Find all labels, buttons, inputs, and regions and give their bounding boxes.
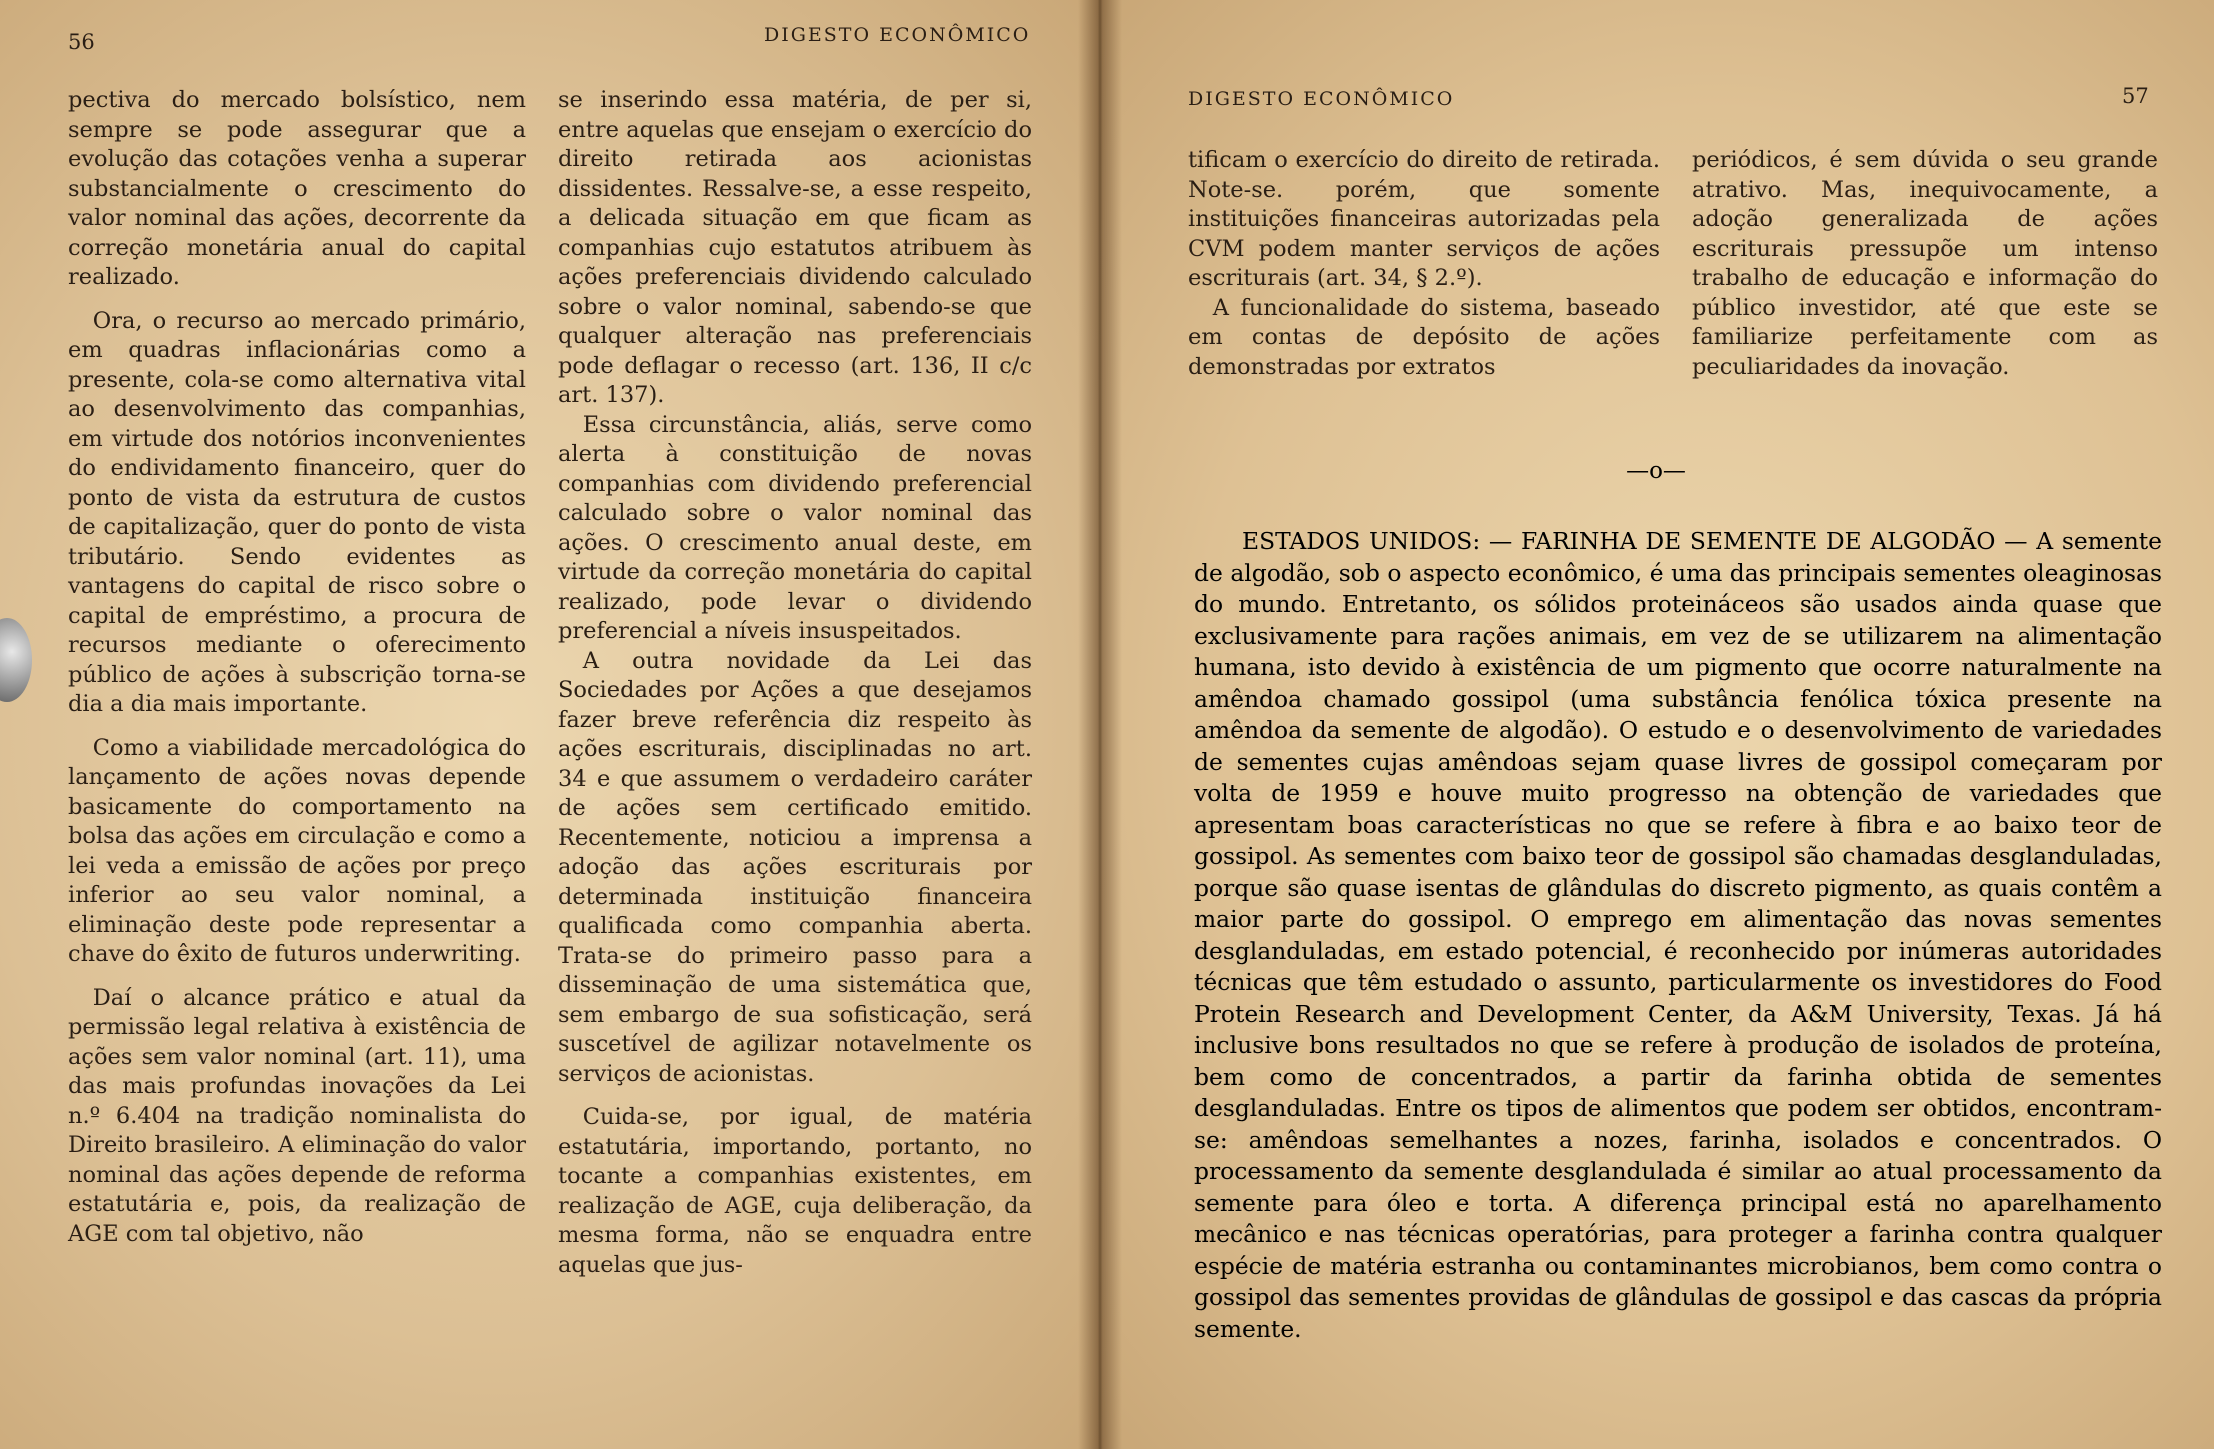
paragraph: tificam o exercício do direito de retirada. Note-se. porém, que somente instituições financeiras autorizadas pela CVM podem manter serviços de ações escriturais (art. 34, § 2.º). — [1188, 147, 1660, 291]
paragraph: Ora, o recurso ao mercado primário, em quadras inflacionárias como a presente, cola-se como alternativa vital ao desenvolvimento das companhias, em virtude dos notórios inconvenientes do endividamento financeiro, quer do ponto de vista da estrutura de custos de capitalização, quer do ponto de vista tributário. Sendo evidentes as vantagens do capital de risco sobre o capital de empréstimo, a procura de recursos mediante o oferecimento público de ações à subscrição torna-se dia a dia mais importante. — [68, 307, 526, 717]
news-article — [1194, 526, 2162, 1345]
right-column-2 — [1692, 146, 2158, 382]
book-gutter — [1078, 0, 1122, 1449]
section-separator: —o— — [1626, 458, 1686, 484]
page-number-right: 57 — [2122, 84, 2149, 108]
paragraph: Como a viabilidade mercadológica do lançamento de ações novas depende basicamente do comportamento na bolsa das ações em circulação e como a lei veda a emissão de ações por preço inferior ao seu valor nominal, a eliminação deste pode representar a chave do êxito de futuros underwriting. — [68, 734, 526, 967]
paragraph: Daí o alcance prático e atual da permissão legal relativa à existência de ações sem valor nominal (art. 11), uma das mais profundas inovações da Lei n.º 6.404 na tradição nominalista do Direito brasileiro. A eliminação do valor nominal das ações depende de reforma estatutária e, pois, da realização de AGE com tal objetivo, não — [68, 984, 526, 1247]
article-text: A semente de algodão, sob o aspecto econômico, é uma das principais sementes oleaginosas do mundo. Entretanto, os sólidos proteináceos são usados ainda quase que exclusivamente para rações animais, em vez de se utilizarem na alimentação humana, isto devido à existência de um pigmento que ocorre naturalmente na amêndoa chamado gossipol (uma substância fenólica tóxica presente na amêndoa da semente de algodão). O estudo e o desenvolvimento de variedades de sementes cujas amêndoas sejam quase livres de gossipol começaram por volta de 1959 e houve muito progresso na obtenção de variedades que apresentam boas características no que se refere à fibra e ao baixo teor de gossipol. As sementes com baixo teor de gossipol são chamadas desglanduladas, porque são quase isentas de glândulas do discreto pigmento, as quais contêm a maior parte do gossipol. O emprego em alimentação das novas sementes desglanduladas, em estado potencial, é reconhecido por inúmeras autoridades técnicas que têm estudado o assunto, particularmente os investidores do Food Protein Research and Development Center, da A&M University, Texas. Já há inclusive bons resultados no que se refere à produção de isolados de proteína, bem como de concentrados, a partir da farinha obtida de sementes desglanduladas. Entre os tipos de alimentos que podem ser obtidos, encontram-se: amêndoas semelhantes a nozes, farinha, isolados e concentrados. O processamento da semente desglandulada é similar ao atual processamento da semente para óleo e torta. A diferença principal está no aparelhamento mecânico e nas técnicas operatórias, para proteger a farinha contra qualquer espécie de matéria estranha ou contaminantes microbianos, bem como contra o gossipol das sementes providas de glândulas de gossipol e das cascas da própria semente. — [1194, 527, 2163, 1343]
left-page — [0, 0, 1098, 1449]
paragraph: A funcionalidade do sistema, baseado em contas de depósito de ações demonstradas por extratos — [1188, 294, 1660, 380]
left-column-1 — [68, 86, 526, 1249]
paragraph: periódicos, é sem dúvida o seu grande atrativo. Mas, inequivocamente, a adoção generalizada de ações escriturais pressupõe um intenso trabalho de educação e informação do público investidor, até que este se familiarize perfeitamente com as peculiaridades da inovação. — [1692, 147, 2158, 380]
running-head-left: DIGESTO ECONÔMICO — [764, 24, 1031, 46]
running-head-right: DIGESTO ECONÔMICO — [1188, 88, 1455, 110]
paragraph: A outra novidade da Lei das Sociedades por Ações a que desejamos fazer breve referência diz respeito às ações escriturais, disciplinadas no art. 34 e que assumem o verdadeiro caráter de ações sem certificado emitido. Recentemente, noticiou a imprensa a adoção das ações escriturais por determinada instituição financeira qualificada como companhia aberta. Trata-se do primeiro passo para a disseminação de uma sistemática que, sem embargo de sua sofisticação, será suscetível de agilizar notavelmente os serviços de acionistas. — [558, 647, 1032, 1087]
left-column-2 — [558, 86, 1032, 1280]
page-number-left: 56 — [68, 30, 95, 54]
metal-clip — [0, 618, 32, 702]
paragraph: Cuida-se, por igual, de matéria estatutária, importando, portanto, no tocante a companhias existentes, em realização de AGE, cuja deliberação, da mesma forma, não se enquadra entre aquelas que jus- — [558, 1104, 1032, 1278]
paragraph: Essa circunstância, aliás, serve como alerta à constituição de novas companhias com dividendo preferencial calculado sobre o valor nominal das ações. O crescimento anual deste, em virtude da correção monetária do capital realizado, pode levar o dividendo preferencial a níveis insuspeitados. — [558, 411, 1032, 644]
paragraph: pectiva do mercado bolsístico, nem sempre se pode assegurar que a evolução das cotações venha a superar substancialmente o crescimento do valor nominal das ações, decorrente da correção monetária anual do capital realizado. — [68, 87, 526, 290]
right-column-1 — [1188, 146, 1660, 382]
paragraph: se inserindo essa matéria, de per si, entre aquelas que ensejam o exercício do direito retirada aos acionistas dissidentes. Ressalve-se, a esse respeito, a delicada situação em que ficam as companhias cujo estatutos atribuem às ações preferenciais dividendo calculado sobre o valor nominal, sabendo-se que qualquer alteração nas preferenciais pode deflagar o recesso (art. 136, II c/c art. 137). — [558, 87, 1032, 408]
article-heading: ESTADOS UNIDOS: — FARINHA DE SEMENTE DE ALGODÃO — — [1242, 527, 2028, 555]
